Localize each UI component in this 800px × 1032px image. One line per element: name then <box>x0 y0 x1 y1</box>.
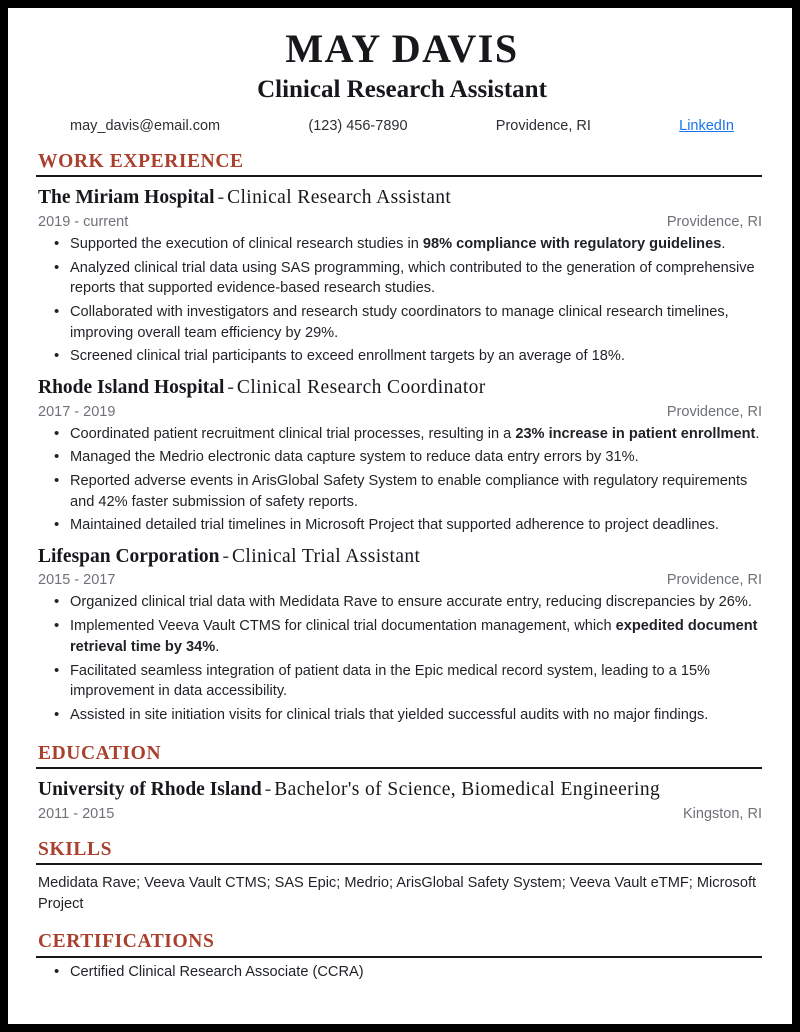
candidate-name: MAY DAVIS <box>285 26 519 71</box>
bullet-text: Maintained detailed trial timelines in Microsoft Project that supported adherence to project deadlines. <box>70 517 719 534</box>
bullet-item <box>36 447 768 468</box>
bullet-item <box>36 424 768 445</box>
section-title-work-experience: WORK EXPERIENCE <box>38 151 244 172</box>
work-entry-role: Clinical Trial Assistant <box>231 546 421 568</box>
section-divider <box>36 956 762 958</box>
work-entry-dates: 2017 - 2019 <box>38 403 116 420</box>
education-entry-degree: Bachelor's of Science, Biomedical Engineering <box>274 779 661 801</box>
work-entry-organization: Rhode Island Hospital <box>38 377 225 399</box>
bullet-emphasis: expedited document retrieval time by 34% <box>70 618 758 655</box>
bullet-item <box>36 592 768 613</box>
work-entry-dates: 2015 - 2017 <box>38 572 116 589</box>
education-entry <box>36 778 768 821</box>
bullet-item <box>36 471 768 512</box>
work-entry-bullets <box>36 424 768 537</box>
bullet-emphasis: 23% increase in patient enrollment <box>515 425 756 442</box>
work-entry-role: Clinical Research Assistant <box>227 187 452 209</box>
work-entry-separator: - <box>217 187 225 209</box>
work-entry-location: Providence, RI <box>666 213 762 230</box>
work-entry-dates: 2019 - current <box>38 213 129 230</box>
bullet-emphasis: 98% compliance with regulatory guidelines <box>422 235 722 252</box>
contact-email[interactable]: may_davis@email.com <box>70 118 221 134</box>
section-divider <box>36 175 762 177</box>
bullet-item <box>36 515 768 536</box>
bullet-item <box>36 234 768 255</box>
candidate-headline: Clinical Research Assistant <box>257 76 547 103</box>
bullet-text: Organized clinical trial data with Medidata Rave to ensure accurate entry, reducing discrepancies by 26%. <box>70 594 752 611</box>
work-entry-bullets <box>36 234 768 367</box>
bullet-item <box>36 661 768 702</box>
section-title-certifications: CERTIFICATIONS <box>38 931 215 953</box>
work-entry-meta <box>38 214 762 230</box>
work-entry-heading <box>38 186 768 210</box>
bullet-item <box>36 346 768 367</box>
education-entry-heading <box>38 778 768 802</box>
bullet-text: Reported adverse events in ArisGlobal Safety System to enable compliance with regulatory requirements and 42% faster submission of safety reports. <box>70 472 748 510</box>
bullet-item <box>36 616 768 657</box>
section-title-skills: SKILLS <box>38 838 113 860</box>
work-entry-heading <box>38 545 768 569</box>
contact-phone[interactable]: (123) 456-7890 <box>308 118 408 134</box>
work-entry-heading <box>38 376 768 400</box>
education-entry-location: Kingston, RI <box>683 805 762 822</box>
section-title-education: EDUCATION <box>38 742 162 764</box>
bullet-text: Implemented Veeva Vault CTMS for clinical trial documentation management, which <box>70 618 616 635</box>
bullet-text: Collaborated with investigators and research study coordinators to manage clinical research timelines, improving overall team efficiency by 29%. <box>70 303 729 341</box>
work-entry-location: Providence, RI <box>666 403 762 420</box>
section-divider <box>36 863 762 865</box>
bullet-item <box>36 258 768 299</box>
bullet-text: Managed the Medrio electronic data capture system to reduce data entry errors by 31%. <box>70 449 639 466</box>
section-skills <box>36 839 768 915</box>
bullet-text: Supported the execution of clinical research studies in <box>70 235 423 252</box>
education-entry-separator: - <box>264 779 272 801</box>
bullet-item <box>36 705 768 726</box>
bullet-text: Analyzed clinical trial data using SAS programming, which contributed to the generation of comprehensive reports that supported evidence-based research studies. <box>70 259 755 297</box>
work-entry-organization: Lifespan Corporation <box>38 546 220 568</box>
bullet-text: Facilitated seamless integration of patient data in the Epic medical record system, leading to a 15% improvement in data accessibility. <box>70 662 711 700</box>
work-entry-separator: - <box>227 377 234 399</box>
education-entry-meta <box>38 806 762 822</box>
bullet-text: . <box>721 235 726 252</box>
bullet-text: . <box>755 425 760 442</box>
certifications-list <box>36 962 768 983</box>
section-divider <box>36 767 762 769</box>
education-entry-institution: University of Rhode Island <box>38 779 262 801</box>
bullet-item: • Certified Clinical Research Associate (CCRA) <box>36 962 768 983</box>
work-entry-bullets <box>36 592 768 725</box>
bullet-text: Assisted in site initiation visits for clinical trials that yielded successful audits with no major findings. <box>70 707 709 724</box>
bullet-text: Screened clinical trial participants to exceed enrollment targets by an average of 18%. <box>70 348 625 365</box>
work-entry-location: Providence, RI <box>666 572 762 589</box>
contact-linkedin-link[interactable]: LinkedIn <box>679 118 734 134</box>
work-entry <box>36 186 768 367</box>
skills-list: Medidata Rave; Veeva Vault CTMS; SAS Epic; Medrio; ArisGlobal Safety System; Veeva Vault eTMF; Microsoft Project <box>38 875 757 912</box>
work-entry-meta <box>38 404 762 420</box>
contact-row <box>70 118 734 134</box>
work-entry-separator: - <box>222 546 229 568</box>
work-entry <box>36 376 768 536</box>
resume-page <box>8 8 792 1024</box>
work-entry <box>36 545 768 726</box>
education-entry-dates: 2011 - 2015 <box>38 805 115 822</box>
section-work-experience <box>36 151 768 726</box>
section-certifications <box>36 931 768 982</box>
contact-location: Providence, RI <box>495 118 591 134</box>
resume-header <box>36 28 768 134</box>
bullet-item <box>36 302 768 343</box>
work-entry-organization: The Miriam Hospital <box>38 187 215 209</box>
work-entry-meta <box>38 572 762 588</box>
section-education <box>36 743 768 822</box>
work-entry-role: Clinical Research Coordinator <box>236 377 486 399</box>
bullet-text: Coordinated patient recruitment clinical trial processes, resulting in a <box>70 425 516 442</box>
bullet-text: . <box>215 638 220 655</box>
